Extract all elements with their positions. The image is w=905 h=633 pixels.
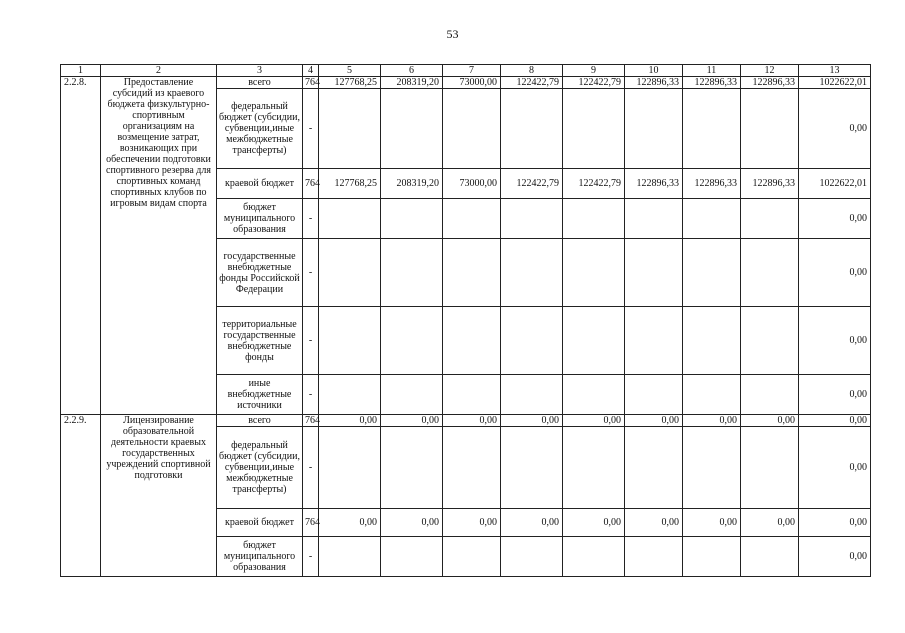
- year-value: [563, 199, 625, 239]
- table-body: [61, 65, 871, 577]
- year-value: 0,00: [741, 415, 799, 427]
- total-value: 0,00: [799, 537, 871, 577]
- year-value: [319, 427, 381, 509]
- year-value: [625, 239, 683, 307]
- grbs-code: -: [303, 307, 319, 375]
- header-cell: 11: [683, 65, 741, 77]
- item-code: 2.2.8.: [61, 77, 101, 415]
- grbs-code: 764: [303, 415, 319, 427]
- header-cell: 12: [741, 65, 799, 77]
- grbs-code: 764: [303, 77, 319, 89]
- total-value: 0,00: [799, 375, 871, 415]
- year-value: [381, 307, 443, 375]
- year-value: [683, 537, 741, 577]
- table-row: [61, 415, 871, 427]
- year-value: [443, 199, 501, 239]
- year-value: [501, 537, 563, 577]
- year-value: 208319,20: [381, 169, 443, 199]
- year-value: [741, 307, 799, 375]
- year-value: [741, 239, 799, 307]
- total-value: 1022622,01: [799, 77, 871, 89]
- year-value: [501, 89, 563, 169]
- year-value: [563, 427, 625, 509]
- year-value: [683, 239, 741, 307]
- year-value: [741, 199, 799, 239]
- funding-source: иные внебюджетные источники: [217, 375, 303, 415]
- year-value: 0,00: [501, 415, 563, 427]
- year-value: 0,00: [381, 509, 443, 537]
- funding-source: краевой бюджет: [217, 509, 303, 537]
- year-value: [625, 427, 683, 509]
- year-value: 127768,25: [319, 169, 381, 199]
- table-row: [61, 77, 871, 89]
- year-value: 122422,79: [501, 77, 563, 89]
- grbs-code: -: [303, 199, 319, 239]
- year-value: 0,00: [683, 415, 741, 427]
- year-value: [625, 307, 683, 375]
- year-value: 122896,33: [625, 77, 683, 89]
- year-value: [563, 375, 625, 415]
- item-name: Предоставление субсидий из краевого бюджета физкультурно-спортивным организациям на возмещение затрат, возникающих при обеспечении подготовки спортивного резерва для спортивных команд спортивных клубов по игровым видам спорта: [101, 77, 217, 415]
- year-value: 0,00: [741, 509, 799, 537]
- year-value: [625, 89, 683, 169]
- year-value: 122896,33: [625, 169, 683, 199]
- year-value: [319, 89, 381, 169]
- year-value: 208319,20: [381, 77, 443, 89]
- year-value: [563, 307, 625, 375]
- year-value: [625, 375, 683, 415]
- year-value: 73000,00: [443, 77, 501, 89]
- total-value: 0,00: [799, 199, 871, 239]
- total-value: 0,00: [799, 509, 871, 537]
- header-cell: 9: [563, 65, 625, 77]
- grbs-code: -: [303, 239, 319, 307]
- page-number: 53: [446, 27, 459, 41]
- year-value: [501, 375, 563, 415]
- year-value: [443, 239, 501, 307]
- year-value: [319, 199, 381, 239]
- year-value: 0,00: [683, 509, 741, 537]
- year-value: [741, 89, 799, 169]
- year-value: [319, 537, 381, 577]
- funding-source: всего: [217, 77, 303, 89]
- year-value: [501, 427, 563, 509]
- year-value: [319, 239, 381, 307]
- total-value: 1022622,01: [799, 169, 871, 199]
- year-value: 0,00: [501, 509, 563, 537]
- year-value: [741, 537, 799, 577]
- year-value: [683, 89, 741, 169]
- year-value: [443, 375, 501, 415]
- header-cell: 6: [381, 65, 443, 77]
- total-value: 0,00: [799, 307, 871, 375]
- year-value: 0,00: [563, 509, 625, 537]
- year-value: [563, 239, 625, 307]
- year-value: 122896,33: [683, 77, 741, 89]
- funding-source: бюджет муниципального образования: [217, 537, 303, 577]
- total-value: 0,00: [799, 239, 871, 307]
- year-value: [443, 89, 501, 169]
- year-value: [683, 427, 741, 509]
- funding-source: всего: [217, 415, 303, 427]
- total-value: 0,00: [799, 427, 871, 509]
- year-value: [501, 199, 563, 239]
- grbs-code: -: [303, 537, 319, 577]
- year-value: 122896,33: [683, 169, 741, 199]
- year-value: [625, 537, 683, 577]
- header-cell: 8: [501, 65, 563, 77]
- year-value: [741, 375, 799, 415]
- year-value: 0,00: [381, 415, 443, 427]
- year-value: [563, 89, 625, 169]
- year-value: [319, 375, 381, 415]
- header-cell: 10: [625, 65, 683, 77]
- year-value: 0,00: [563, 415, 625, 427]
- year-value: [625, 199, 683, 239]
- grbs-code: 764: [303, 169, 319, 199]
- item-name: Лицензирование образовательной деятельности краевых государственных учреждений спортивной подготовки: [101, 415, 217, 577]
- header-cell: 3: [217, 65, 303, 77]
- header-cell: 13: [799, 65, 871, 77]
- year-value: [741, 427, 799, 509]
- year-value: [381, 375, 443, 415]
- budget-table: [60, 64, 871, 577]
- year-value: [501, 239, 563, 307]
- funding-source: краевой бюджет: [217, 169, 303, 199]
- year-value: [319, 307, 381, 375]
- year-value: [683, 375, 741, 415]
- year-value: 0,00: [443, 509, 501, 537]
- year-value: 0,00: [319, 509, 381, 537]
- total-value: 0,00: [799, 415, 871, 427]
- year-value: 122422,79: [563, 169, 625, 199]
- year-value: [443, 537, 501, 577]
- header-cell: 2: [101, 65, 217, 77]
- year-value: [683, 199, 741, 239]
- year-value: 122422,79: [501, 169, 563, 199]
- year-value: [381, 427, 443, 509]
- funding-source: федеральный бюджет (субсидии, субвенции,иные межбюджетные трансферты): [217, 89, 303, 169]
- year-value: 122896,33: [741, 77, 799, 89]
- item-code: 2.2.9.: [61, 415, 101, 577]
- year-value: 127768,25: [319, 77, 381, 89]
- header-cell: 5: [319, 65, 381, 77]
- year-value: 0,00: [443, 415, 501, 427]
- year-value: 0,00: [319, 415, 381, 427]
- year-value: [381, 239, 443, 307]
- year-value: [381, 537, 443, 577]
- header-row: [61, 65, 871, 77]
- funding-source: федеральный бюджет (субсидии, субвенции,иные межбюджетные трансферты): [217, 427, 303, 509]
- year-value: [443, 307, 501, 375]
- year-value: [683, 307, 741, 375]
- grbs-code: -: [303, 89, 319, 169]
- year-value: [563, 537, 625, 577]
- funding-source: бюджет муниципального образования: [217, 199, 303, 239]
- year-value: [381, 199, 443, 239]
- header-cell: 1: [61, 65, 101, 77]
- year-value: 122422,79: [563, 77, 625, 89]
- year-value: 0,00: [625, 415, 683, 427]
- grbs-code: -: [303, 427, 319, 509]
- year-value: [443, 427, 501, 509]
- year-value: 73000,00: [443, 169, 501, 199]
- funding-source: территориальные государственные внебюджетные фонды: [217, 307, 303, 375]
- funding-source: государственные внебюджетные фонды Российской Федерации: [217, 239, 303, 307]
- year-value: [501, 307, 563, 375]
- year-value: 0,00: [625, 509, 683, 537]
- header-cell: 7: [443, 65, 501, 77]
- grbs-code: -: [303, 375, 319, 415]
- grbs-code: 764: [303, 509, 319, 537]
- total-value: 0,00: [799, 89, 871, 169]
- year-value: 122896,33: [741, 169, 799, 199]
- year-value: [381, 89, 443, 169]
- header-cell: 4: [303, 65, 319, 77]
